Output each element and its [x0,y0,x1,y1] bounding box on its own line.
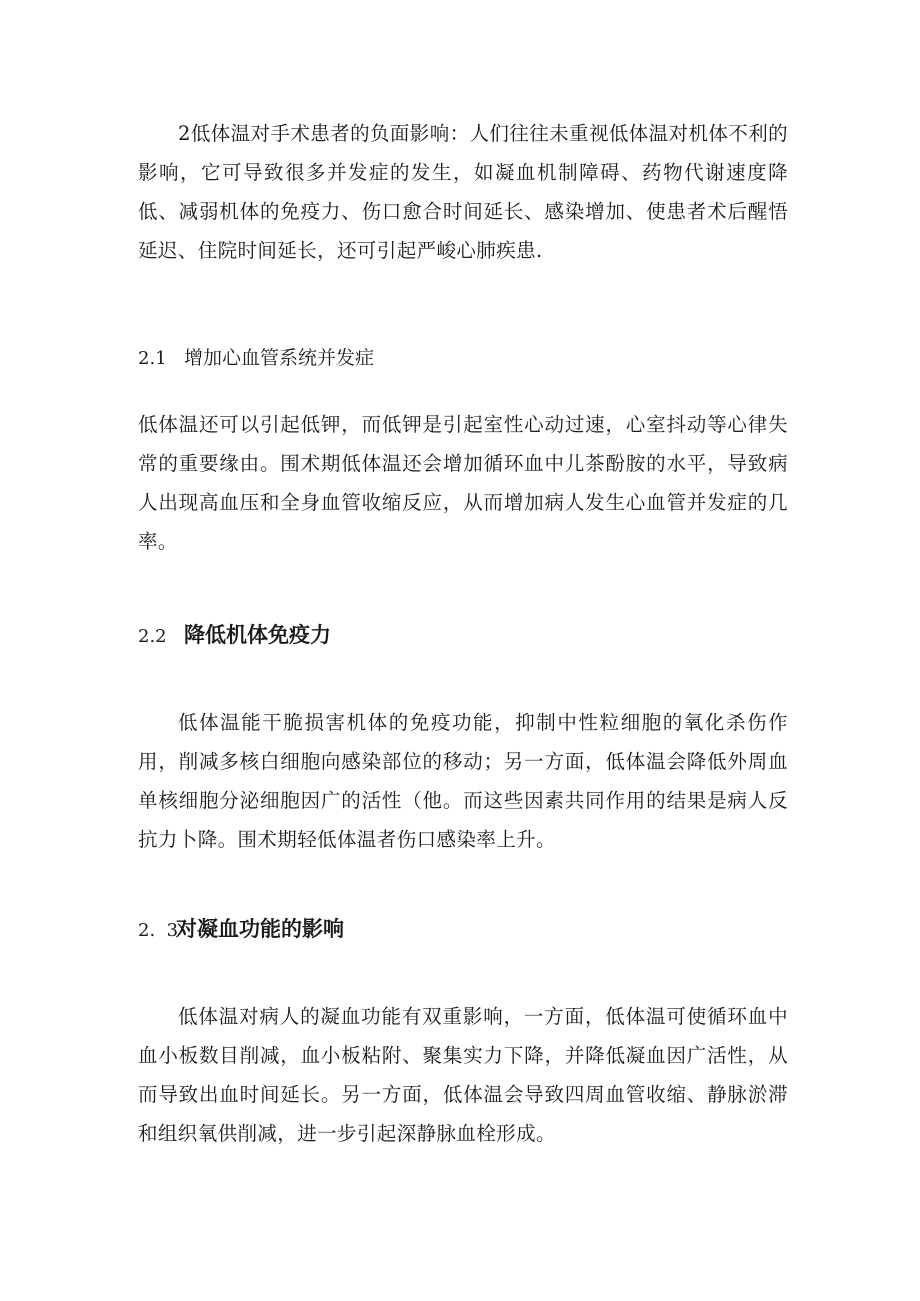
section-2-2-body: 低体温能干脆损害机体的免疫功能，抑制中性粒细胞的氧化杀伤作用，削减多核白细胞向感染部位的移动；另一方面，低体温会降低外周血单核细胞分泌细胞因广的活性（他。而这些因素共同作用的结果是病人反抗力卜降。围术期轻低体温者伤口感染率上升。 [138,711,788,851]
section-heading-2-1 [138,343,374,370]
section-heading-2-2 [138,619,331,649]
section-number: 2. 3 [138,920,179,941]
section-title: 降低机体免疫力 [184,623,331,647]
section-title: 增加心血管系统并发症 [184,347,375,369]
section-heading-2-3 [138,913,344,943]
section-2-3-body: 低体温对病人的凝血功能有双重影响，一方面，低体温可使循环血中血小板数目削减，血小板粘附、聚集实力下降，并降低凝血因广活性，从而导致出血时间延长。另一方面，低体温会导致四周血管收缩、静脉淤滞和组织氧供削减，进一步引起深静脉血栓形成。 [138,1005,788,1145]
section-number: 2.1 [138,348,167,369]
section-2-1-body: 低体温还可以引起低钾，而低钾是引起室性心动过速，心室抖动等心律失常的重要缘由。围术期低体温还会增加循环血中儿茶酚胺的水平，导致病人出现高血压和全身血管收缩反应，从而增加病人发生心血管并发症的几率。 [138,413,788,553]
section-title: 对凝血功能的影响 [176,917,344,941]
section-number: 2.2 [138,626,167,647]
intro-paragraph: 2低体温对手术患者的负面影响：人们往往未重视低体温对机体不利的影响，它可导致很多并发症的发生，如凝血机制障碍、药物代谢速度降低、减弱机体的免疫力、伤口愈合时间延长、感染增加、使患者术后醒悟延迟、住院时间延长，还可引起严峻心肺疾患. [138,122,788,262]
